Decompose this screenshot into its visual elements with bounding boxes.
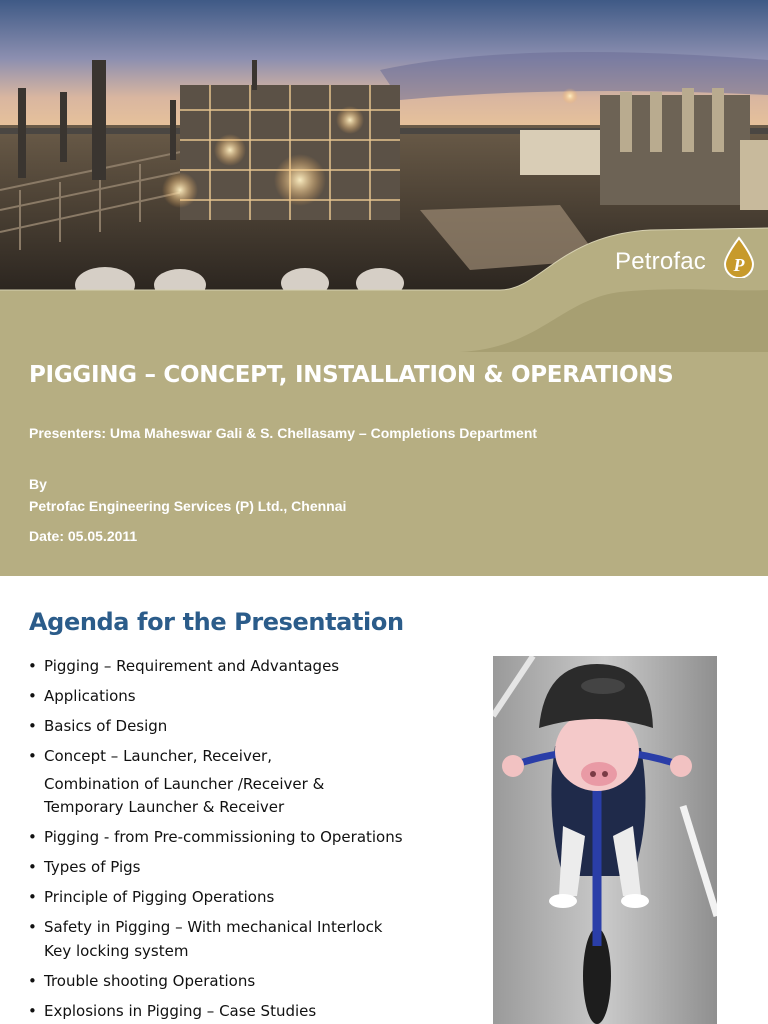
petrofac-logo-letter: P (733, 255, 745, 275)
decorative-wave (0, 0, 768, 352)
agenda-title: Agenda for the Presentation (29, 608, 404, 636)
bullet-icon: • (28, 918, 37, 936)
agenda-item: • Trouble shooting Operations (28, 971, 256, 990)
agenda-item: • Types of Pigs (28, 858, 141, 876)
bullet-icon: • (28, 717, 37, 735)
pig-on-bicycle-image (493, 656, 717, 1024)
petrofac-logo-icon (723, 236, 755, 278)
presentation-date: Date: 05.05.2011 (29, 528, 138, 544)
bullet-icon: • (28, 1001, 37, 1020)
bullet-icon: • (28, 888, 37, 906)
agenda-slide (0, 576, 768, 1024)
presentation-title: PIGGING – CONCEPT, INSTALLATION & OPERATIONS (29, 362, 674, 388)
agenda-item: • Applications (28, 687, 136, 705)
agenda-item: • Safety in Pigging – With mechanical Interlock Key locking system (28, 918, 383, 960)
agenda-item: • Pigging - from Pre-commissioning to Operations (28, 828, 403, 846)
bullet-icon: • (28, 828, 37, 846)
presenters-line: Presenters: Uma Maheswar Gali & S. Chellasamy – Completions Department (29, 425, 538, 441)
bullet-icon: • (28, 747, 37, 765)
petrofac-logo-text: Petrofac (615, 248, 706, 275)
agenda-item: • Basics of Design (28, 717, 168, 735)
bullet-icon: • (28, 657, 37, 675)
company-name: Petrofac Engineering Services (P) Ltd., Chennai (29, 498, 347, 514)
agenda-item: • Concept – Launcher, Receiver, Combination of Launcher /Receiver & Temporary Launcher & Receiver (28, 747, 325, 816)
agenda-item: • Explosions in Pigging – Case Studies (28, 1001, 317, 1020)
by-label: By (29, 476, 47, 492)
agenda-list (28, 656, 468, 1024)
agenda-item: • Pigging – Requirement and Advantages (28, 657, 340, 675)
agenda-item: • Principle of Pigging Operations (28, 888, 275, 906)
bullet-icon: • (28, 971, 37, 990)
bullet-icon: • (28, 858, 37, 876)
bullet-icon: • (28, 687, 37, 705)
